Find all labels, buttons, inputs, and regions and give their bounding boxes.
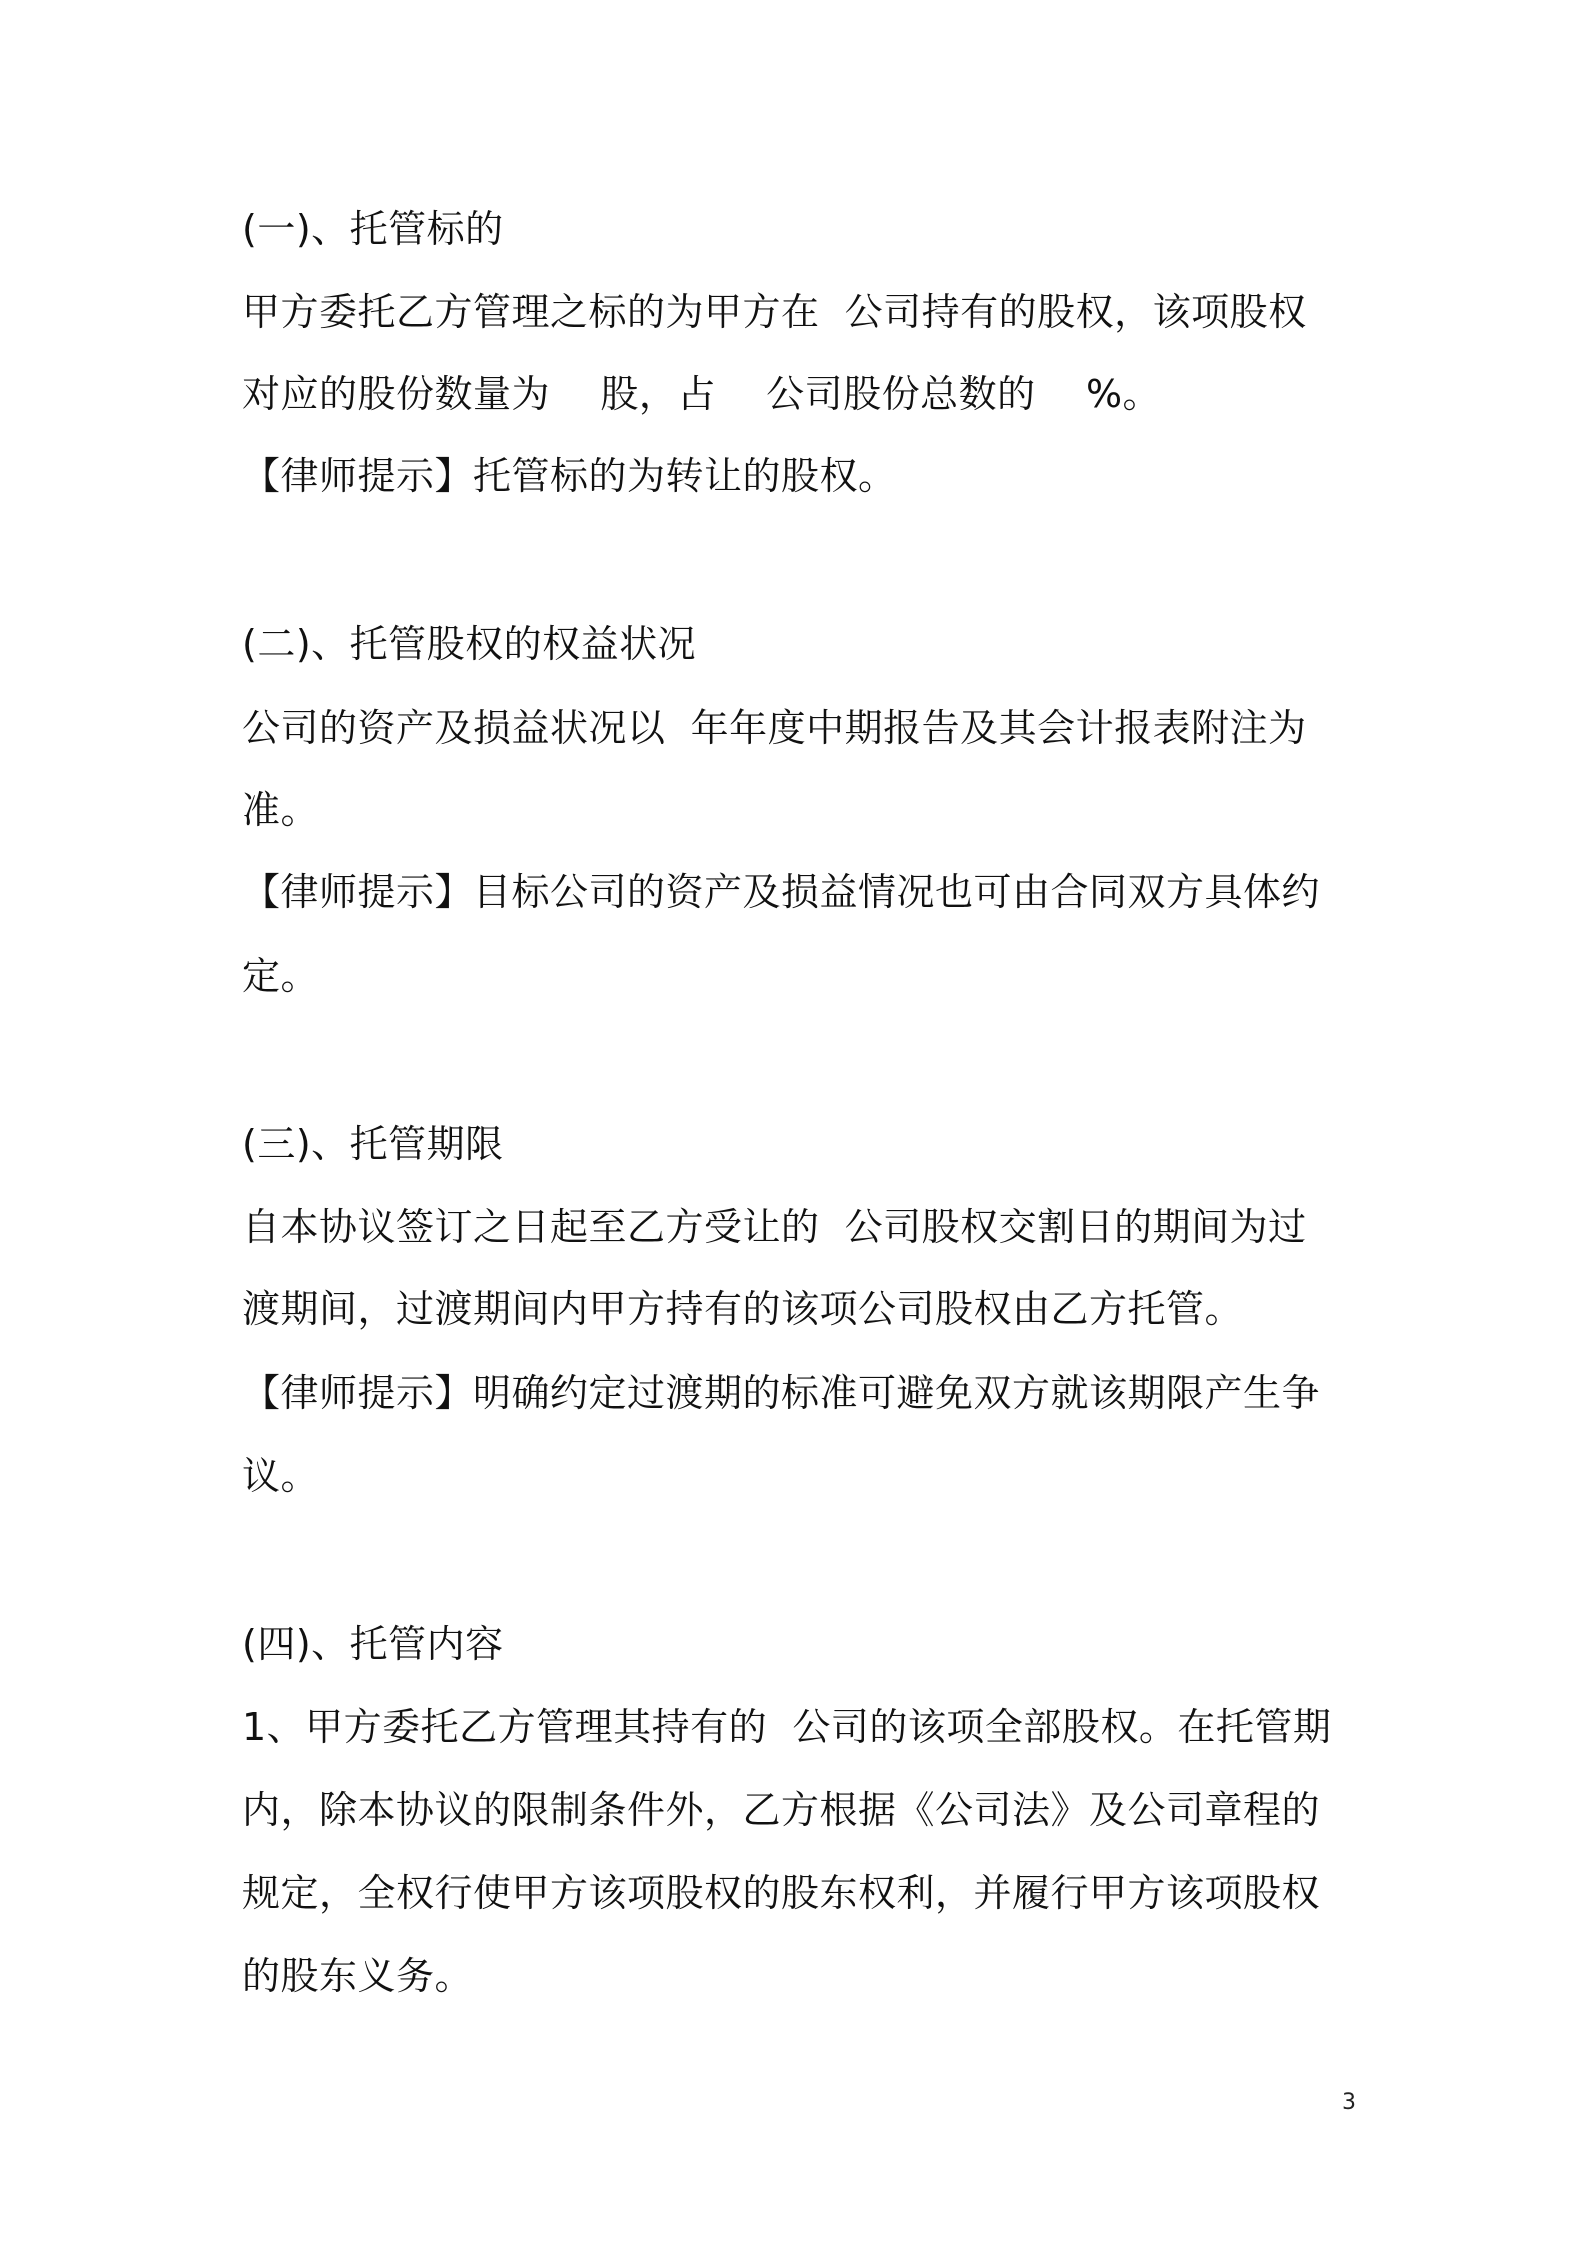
lawyer-tip-line: 【律师提示】目标公司的资产及损益情况也可由合同双方具体约: [242, 870, 1321, 914]
paragraph-line: 规定，全权行使甲方该项股权的股东权利，并履行甲方该项股权: [242, 1871, 1321, 1915]
lawyer-tip-line: 议。: [242, 1454, 320, 1498]
paragraph-line: 内，除本协议的限制条件外，乙方根据《公司法》及公司章程的: [242, 1788, 1321, 1832]
paragraph-line: 对应的股份数量为 股，占 公司股份总数的 %。: [242, 372, 1162, 416]
section-heading-4: (四)、托管内容: [242, 1622, 504, 1666]
paragraph-line: 准。: [242, 788, 320, 832]
paragraph-line: 渡期间，过渡期间内甲方持有的该项公司股权由乙方托管。: [242, 1287, 1244, 1331]
paragraph-line: 公司的资产及损益状况以 年年度中期报告及其会计报表附注为: [242, 706, 1307, 750]
section-heading-3: (三)、托管期限: [242, 1122, 504, 1166]
paragraph-line: 1、甲方委托乙方管理其持有的 公司的该项全部股权。在托管期: [242, 1705, 1332, 1749]
paragraph-line: 自本协议签订之日起至乙方受让的 公司股权交割日的期间为过: [242, 1205, 1307, 1249]
section-heading-1: (一)、托管标的: [242, 207, 504, 251]
page-number: 3: [1342, 2090, 1356, 2115]
lawyer-tip-line: 【律师提示】托管标的为转让的股权。: [242, 454, 897, 498]
section-heading-2: (二)、托管股权的权益状况: [242, 622, 697, 666]
lawyer-tip-line: 【律师提示】明确约定过渡期的标准可避免双方就该期限产生争: [242, 1371, 1321, 1415]
paragraph-line: 的股东义务。: [242, 1954, 474, 1998]
paragraph-line: 甲方委托乙方管理之标的为甲方在 公司持有的股权，该项股权: [242, 290, 1307, 334]
lawyer-tip-line: 定。: [242, 954, 320, 998]
